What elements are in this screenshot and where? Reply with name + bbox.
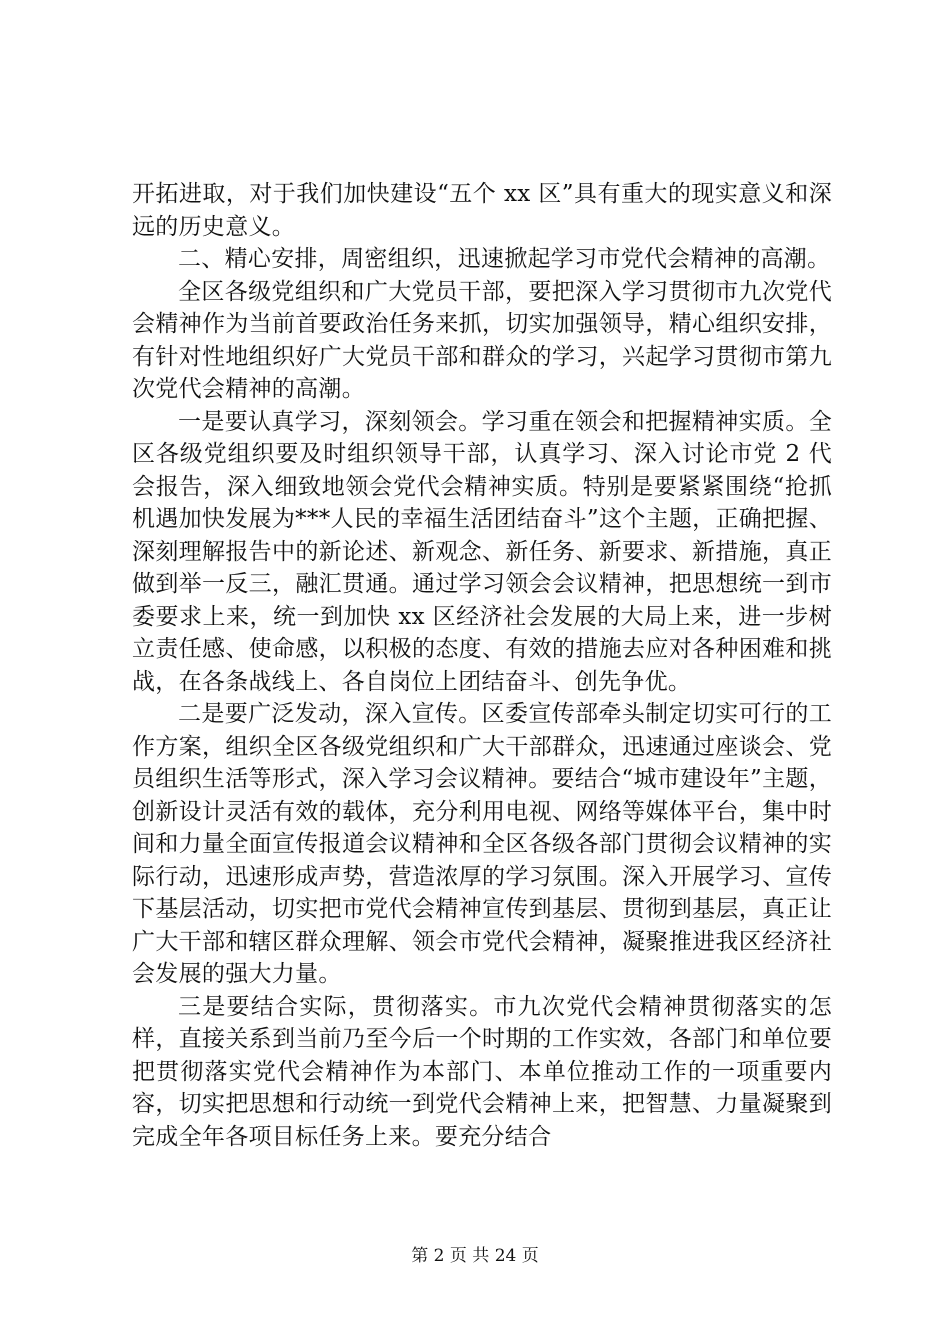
page-footer: 第 2 页 共 24 页 bbox=[411, 1246, 539, 1266]
paragraph-continuation: 开拓进取，对于我们加快建设“五个 xx 区”具有重大的现实意义和深远的历史意义。 bbox=[132, 181, 832, 240]
section-heading-2: 二、精心安排，周密组织，迅速掀起学习市党代会精神的高潮。 bbox=[178, 246, 831, 272]
paragraph-point-2: 二是要广泛发动，深入宣传。区委宣传部牵头制定切实可行的工作方案，组织全区各级党组织和广大干部群众，迅速通过座谈会、党员组织生活等形式，深入学习会议精神。要结合“城市建设年”主题，创新设计灵活有效的载体，充分利用电视、网络等媒体平台，集中时间和力量全面宣传报道会议精神和全区各级各部门贯彻会议精神的实际行动，迅速形成声势，营造浓厚的学习氛围。深入开展学习、宣传下基层活动，切实把市党代会精神宣传到基层、贯彻到基层，真正让广大干部和辖区群众理解、领会市党代会精神，凝聚推进我区经济社会发展的强大力量。 bbox=[132, 701, 832, 987]
paragraph-overview: 全区各级党组织和广大党员干部，要把深入学习贯彻市九次党代会精神作为当前首要政治任务来抓，切实加强领导，精心组织安排，有针对性地组织好广大党员干部和群众的学习，兴起学习贯彻市第九次党代会精神的高潮。 bbox=[132, 278, 832, 402]
document-body bbox=[132, 178, 832, 1153]
paragraph-point-1: 一是要认真学习，深刻领会。学习重在领会和把握精神实质。全区各级党组织要及时组织领导干部，认真学习、深入讨论市党 2 代会报告，深入细致地领会党代会精神实质。特别是要紧紧围绕“抢抓机遇加快发展为***人民的幸福生活团结奋斗”这个主题，正确把握、深刻理解报告中的新论述、新观念、新任务、新要求、新措施，真正做到举一反三，融汇贯通。通过学习领会会议精神，把思想统一到市委要求上来，统一到加快 xx 区经济社会发展的大局上来，进一步树立责任感、使命感，以积极的态度、有效的措施去应对各种困难和挑战，在各条战线上、各自岗位上团结奋斗、创先争优。 bbox=[132, 408, 832, 695]
paragraph-point-3: 三是要结合实际，贯彻落实。市九次党代会精神贯彻落实的怎样，直接关系到当前乃至今后一个时期的工作实效，各部门和单位要把贯彻落实党代会精神作为本部门、本单位推动工作的一项重要内容，切实把思想和行动统一到党代会精神上来，把智慧、力量凝聚到完成全年各项目标任务上来。要充分结合 bbox=[132, 993, 832, 1150]
